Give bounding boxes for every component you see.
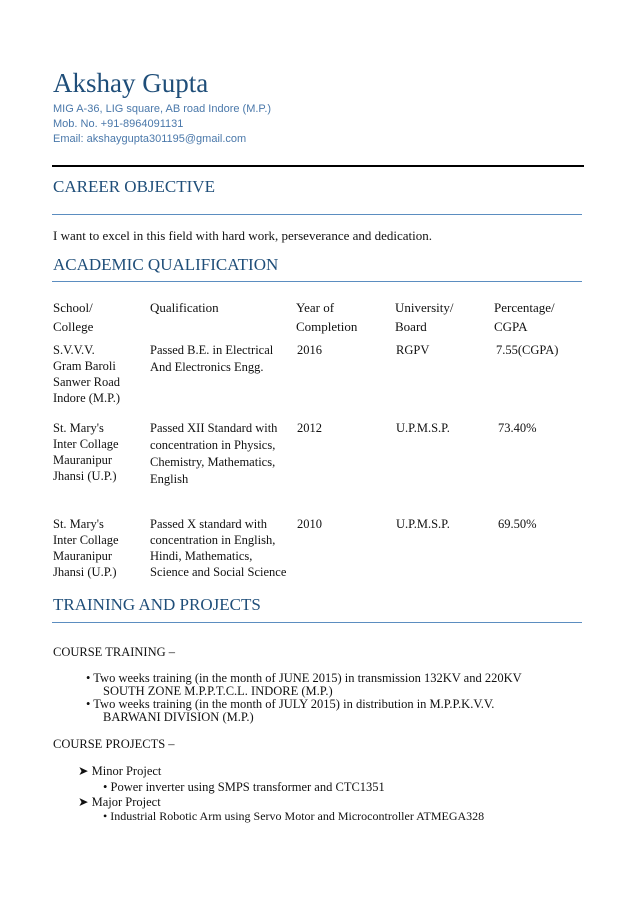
bullet-icon: • bbox=[103, 780, 108, 794]
arrow-bullet-icon: ➤ bbox=[78, 795, 89, 809]
table-header-qualification: Qualification bbox=[150, 300, 219, 315]
table-row-1-score: 7.55(CGPA) bbox=[496, 343, 559, 357]
list-item: • Industrial Robotic Arm using Servo Motor and Microcontroller ATMEGA328 bbox=[103, 809, 485, 823]
table-row-1-school: S.V.V.V. Gram Baroli Sanwer Road Indore (M.P.) bbox=[53, 343, 121, 405]
bullet-icon: • bbox=[86, 671, 91, 685]
resume-name: Akshay Gupta bbox=[53, 68, 209, 98]
table-row-3-board: U.P.M.S.P. bbox=[396, 517, 450, 531]
table-row-2-score: 73.40% bbox=[498, 421, 537, 435]
list-item-continuation: SOUTH ZONE M.P.P.T.C.L. INDORE (M.P.) bbox=[103, 684, 333, 698]
header-divider bbox=[52, 165, 584, 167]
section-divider bbox=[52, 622, 582, 623]
career-objective-text: I want to excel in this field with hard work, perseverance and dedication. bbox=[53, 228, 433, 243]
course-training-label: COURSE TRAINING – bbox=[53, 645, 175, 659]
table-row-2-qualification: Passed XII Standard with concentration in Physics, Chemistry, Mathematics, English bbox=[150, 421, 278, 486]
table-row-3-score: 69.50% bbox=[498, 517, 537, 531]
table-row-3-school: St. Mary's Inter Collage Mauranipur Jhansi (U.P.) bbox=[53, 517, 119, 579]
course-projects-label: COURSE PROJECTS – bbox=[53, 737, 175, 751]
table-row-2-year: 2012 bbox=[297, 421, 322, 435]
table-row-1-qualification: Passed B.E. in Electrical And Electronics Engg. bbox=[150, 343, 274, 374]
section-heading-career: CAREER OBJECTIVE bbox=[53, 177, 215, 196]
bullet-icon: • bbox=[86, 697, 91, 711]
contact-email: Email: akshaygupta301195@gmail.com bbox=[53, 133, 247, 145]
section-heading-training: TRAINING AND PROJECTS bbox=[53, 595, 261, 614]
list-item: • Power inverter using SMPS transformer and CTC1351 bbox=[103, 780, 385, 794]
section-divider bbox=[52, 281, 582, 282]
table-row-2-board: U.P.M.S.P. bbox=[396, 421, 450, 435]
contact-mobile: Mob. No. +91-8964091131 bbox=[53, 118, 184, 130]
table-row-3-qualification: Passed X standard with concentration in English, Hindi, Mathematics, Science and Social Science bbox=[150, 517, 287, 579]
list-item: • Two weeks training (in the month of JUNE 2015) in transmission 132KV and 220KV bbox=[86, 671, 522, 685]
table-row-2-school: St. Mary's Inter Collage Mauranipur Jhansi (U.P.) bbox=[53, 421, 119, 483]
list-item-continuation: BARWANI DIVISION (M.P.) bbox=[103, 710, 254, 724]
project-heading-minor: ➤ Minor Project bbox=[78, 764, 162, 778]
bullet-icon: • bbox=[103, 809, 108, 823]
table-row-1-year: 2016 bbox=[297, 343, 322, 357]
contact-address: MIG A-36, LIG square, AB road Indore (M.P.) bbox=[53, 103, 272, 115]
table-row-3-year: 2010 bbox=[297, 517, 322, 531]
section-divider bbox=[52, 214, 582, 215]
list-item: • Two weeks training (in the month of JULY 2015) in distribution in M.P.P.K.V.V. bbox=[86, 697, 495, 711]
table-header-percentage: Percentage/ CGPA bbox=[494, 300, 555, 334]
arrow-bullet-icon: ➤ bbox=[78, 764, 89, 778]
table-header-school: School/ College bbox=[53, 300, 94, 334]
project-heading-major: ➤ Major Project bbox=[78, 795, 161, 809]
table-header-university: University/ Board bbox=[395, 300, 454, 334]
table-row-1-board: RGPV bbox=[396, 343, 430, 357]
section-heading-academic: ACADEMIC QUALIFICATION bbox=[53, 255, 279, 274]
table-header-year: Year of Completion bbox=[296, 300, 358, 334]
